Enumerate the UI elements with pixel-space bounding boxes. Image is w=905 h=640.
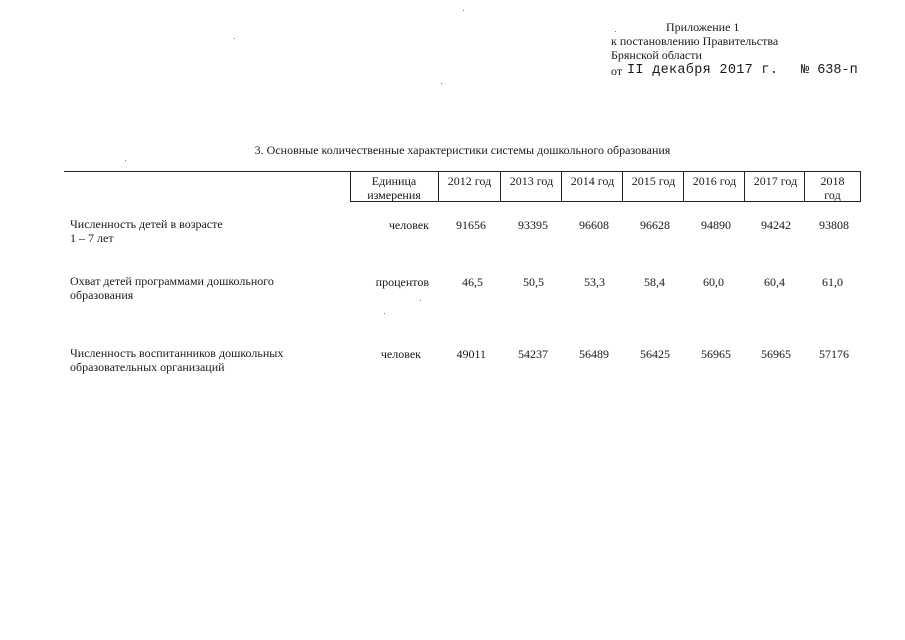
header-year xyxy=(623,174,684,188)
row-unit: человек xyxy=(388,218,429,232)
row-label-line1: Охват детей программами дошкольного xyxy=(70,274,274,288)
header-year xyxy=(501,174,562,188)
row-value: 50,5 xyxy=(523,275,544,289)
row-label xyxy=(70,347,350,374)
row-unit: человек xyxy=(380,347,421,361)
row-value: 56965 xyxy=(761,347,791,361)
row-label xyxy=(70,275,350,302)
header-year-line2: год xyxy=(824,188,841,202)
table-divider xyxy=(860,171,861,202)
row-value: 58,4 xyxy=(644,275,665,289)
row-label xyxy=(70,218,350,245)
header-year-line1: 2013 год xyxy=(509,174,554,188)
row-value: 60,0 xyxy=(703,275,724,289)
header-year-line1: 2017 год xyxy=(753,174,798,188)
header-year-line1: 2015 год xyxy=(631,174,676,188)
appendix-title: Приложение 1 xyxy=(666,20,740,34)
header-unit-line1: Единица xyxy=(371,174,417,188)
decree-number: № 638-п xyxy=(801,63,858,78)
row-label-line1: Численность воспитанников дошкольных xyxy=(70,346,284,360)
row-value: 53,3 xyxy=(584,275,605,289)
appendix-region-line: Брянской области xyxy=(611,48,702,62)
row-value: 96628 xyxy=(640,218,670,232)
scan-speck xyxy=(463,10,464,11)
row-value: 93808 xyxy=(819,218,849,232)
row-value: 46,5 xyxy=(462,275,483,289)
row-label-line2: 1 – 7 лет xyxy=(70,230,114,245)
header-unit xyxy=(351,174,437,202)
decree-date: II декабря 2017 г. xyxy=(627,63,779,78)
row-label-line2: образования xyxy=(70,287,134,302)
header-year xyxy=(745,174,806,188)
header-year-line1: 2018 xyxy=(820,174,845,188)
header-year-line1: 2016 год xyxy=(692,174,737,188)
row-label-line1: Численность детей в возрасте xyxy=(70,217,223,231)
header-unit-line2: измерения xyxy=(367,188,421,202)
scan-speck xyxy=(615,31,616,32)
row-value: 56425 xyxy=(640,347,670,361)
header-year xyxy=(439,174,500,188)
appendix-decree-line: к постановлению Правительства xyxy=(611,34,779,48)
scan-speck xyxy=(420,300,421,301)
row-value: 93395 xyxy=(518,218,548,232)
row-value: 60,4 xyxy=(764,275,785,289)
scan-speck xyxy=(441,83,442,84)
row-value: 91656 xyxy=(456,218,486,232)
scan-speck xyxy=(384,313,385,314)
header-year xyxy=(805,174,860,202)
table-top-rule xyxy=(64,171,861,172)
row-value: 96608 xyxy=(579,218,609,232)
header-year-line1: 2014 год xyxy=(570,174,615,188)
row-label-line2: образовательных организаций xyxy=(70,359,225,374)
row-value: 61,0 xyxy=(822,275,843,289)
scan-speck xyxy=(125,160,126,161)
row-value: 94242 xyxy=(761,218,791,232)
row-value: 56489 xyxy=(579,347,609,361)
scan-speck xyxy=(234,38,235,39)
decree-date-prefix: от xyxy=(611,64,623,78)
row-unit: процентов xyxy=(375,275,429,289)
row-value: 54237 xyxy=(518,347,548,361)
header-year xyxy=(684,174,745,188)
row-value: 94890 xyxy=(701,218,731,232)
section-title: 3. Основные количественные характеристики системы дошкольного образования xyxy=(254,143,671,157)
row-value: 56965 xyxy=(701,347,731,361)
row-value: 57176 xyxy=(819,347,849,361)
appendix-header xyxy=(611,20,901,62)
row-value: 49011 xyxy=(456,347,486,361)
header-year-line1: 2012 год xyxy=(447,174,492,188)
header-year xyxy=(562,174,623,188)
decree-info xyxy=(611,63,901,79)
